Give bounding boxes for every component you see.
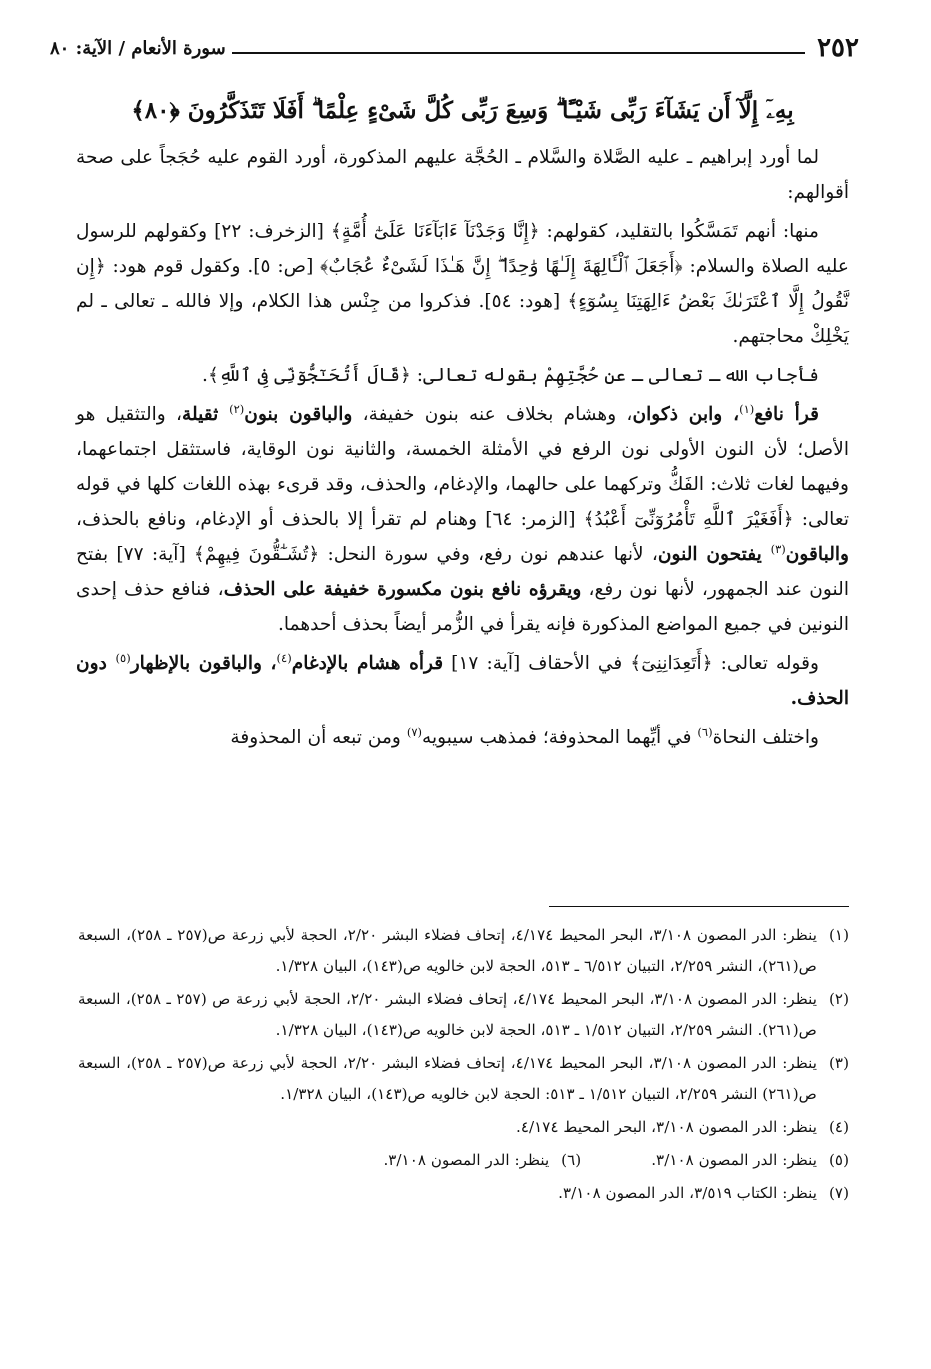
footnote-number: (٢): [828, 990, 849, 1008]
footnote-text: ينظر: الدر المصون ٣/١٠٨، البحر المحيط ٤/١٧٤، إتحاف فضلاء البشر ٢/٢٠، الحجة لأبي زرعة ص(٢٥٧ ـ ٢٥٨)، السبعة ص(٢٦١)، النشر ٢/٢٥٩، التبيان ٦/٥١٢ ـ ٥١٣، الحجة لابن خالويه ص(١٤٣)، البيان ١/٣٢٨.: [78, 926, 817, 975]
reading-izhar: ، والباقون بالإظهار: [130, 653, 277, 674]
footnote-number: (٦): [561, 1151, 582, 1169]
note-ref-5: (٥): [115, 650, 131, 665]
quran-verse-line: بِهِۦٓ إِلَّآ أَن يَشَآءَ رَبِّى شَيْـًٔا ۗ وَسِعَ رَبِّى كُلَّ شَىْءٍ عِلْمًا ۗ أَفَلَا تَتَذَكَّرُونَ ﴿٨٠﴾: [131, 97, 794, 124]
paragraph-ahqaf: [76, 646, 849, 716]
footnote-number: (٣): [828, 1054, 849, 1072]
note-ref-7: (٧): [406, 724, 423, 739]
running-head: سورة الأنعام / الآية: ٨٠: [50, 37, 226, 59]
paragraph-arguments: منها: أنهم تَمَسَّكُوا بالتقليد، كقولهم: ﴿إِنَّا وَجَدْنَآ ءَابَآءَنَا عَلَىٰٓ أُمَّةٍ﴾ [الزخرف: ٢٢] وكقولهم للرسول عليه الصلاة والسلام: ﴿أَجَعَلَ ٱلْـَٔالِهَةَ إِلَـٰهًا وَٰحِدًا ۖ إِنَّ هَـٰذَا لَشَىْءٌ عُجَابٌ﴾ [ص: ٥]. وكقول قوم هود: ﴿إِن نَّقُولُ إِلَّا ٱعْتَرَىٰكَ بَعْضُ ءَالِهَتِنَا بِسُوٓءٍ﴾ [هود: ٥٤]. فذكروا من جِنْس هذا الكلام، وإلا فالله ـ تعالى ـ لم يَخْلِكْ محاجتهم.: [76, 221, 850, 347]
footnote-number: (١): [828, 926, 849, 944]
footnote-1: [78, 920, 849, 982]
footnote-number: (٤): [828, 1118, 849, 1136]
reading-heavy: ثقيلة: [182, 404, 230, 425]
footnotes: [78, 920, 849, 1211]
footnote-5: [651, 1145, 849, 1176]
header-rule: [232, 52, 805, 54]
ahqaf-verse: وقوله تعالى: ﴿أَتَعِدَانِنِىٓ﴾ في الأحقاف [آية: ١٧]: [443, 653, 819, 674]
footnote-text: ينظر: الدر المصون ٣/١٠٨، البحر المحيط ٤/١٧٤، إتحاف فضلاء البشر ٢/٢٠، الحجة لأبي زرعة ص(٢٥٧ ـ ٢٥٨)، السبعة ص(٢٦١) النشر ٢/٢٥٩، التبيان ١/٥١٢ ـ ٥١٣: الحجة لابن خالويه ص(١٤٣)، البيان ١/٣٢٨.: [78, 1054, 817, 1103]
grammarians-text-c: ومن تبعه أن المحذوفة: [230, 727, 407, 748]
readings-nahl: ، لأنها عندهم نون رفع، وفي سورة النحل: ﴿تُشَـٰٓقُّونَ فِيهِمْ﴾ [آية: ٧٧] بفتح النون عند الجمهور، لأنها نون رفع،: [76, 544, 849, 600]
footnote-4: [78, 1112, 849, 1143]
note-ref-6: (٦): [697, 724, 713, 739]
readings-conclusion: ، فنافع حذف إحدى النونين في جميع المواضع المذكورة فإنه يقرأ في الزُّمر أيضاً بحذف أحدهما.: [76, 579, 849, 635]
paragraph-intro: لما أورد إبراهيم ـ عليه الصَّلاة والسَّلام ـ الحُجَّة عليهم المذكورة، أورد القوم عليه حُجَجاً على صحة أقوالهم:: [76, 147, 849, 203]
reading-no-deletion: دون الحذف.: [76, 653, 849, 709]
footnote-number: (٧): [828, 1184, 849, 1202]
reading-nafi-kasr: ويقرؤه نافع بنون مكسورة خفيفة على الحذف: [223, 579, 582, 600]
note-ref-2: (٢): [229, 401, 245, 416]
footnote-row-5-6: [78, 1145, 849, 1176]
footnote-text: ينظر: الدر المصون ٣/١٠٨.: [383, 1151, 550, 1169]
main-text: [76, 88, 849, 759]
reading-others: والباقون بنون: [244, 404, 353, 425]
note-ref-3: (٣): [770, 541, 786, 556]
paragraph-readings: [76, 397, 849, 642]
footnote-7: [78, 1178, 849, 1209]
footnote-number: (٥): [828, 1151, 849, 1169]
note-ref-1: (١): [739, 401, 755, 416]
reading-nafi: قرأ نافع: [754, 404, 819, 425]
footnote-2: [78, 984, 849, 1046]
footnote-text: ينظر: الكتاب ٣/٥١٩، الدر المصون ٣/١٠٨.: [558, 1184, 817, 1202]
reading-ibn-dhakwan: ، وابن ذكوان: [632, 404, 740, 425]
footnote-text: ينظر: الدر المصون ٣/١٠٨، البحر المحيط ٤/١٧٤، إتحاف فضلاء البشر ٢/٢٠، الحجة لأبي زرعة ص (٢٥٧ ـ ٢٥٨)، السبعة ص(٢٦١). النشر ٢/٢٥٩، التبيان ١/٥١٢ ـ ٥١٣، الحجة لابن خالويه ص(١٤٣)، البيان ١/٣٢٨.: [78, 990, 817, 1039]
note-ref-4: (٤): [276, 650, 292, 665]
footnote-6: [383, 1145, 581, 1176]
reading-hisham-idgham: قرأه هشام بالإدغام: [291, 653, 444, 674]
readings-explanation: ، والتثقيل هو الأصل؛ لأن النون الأولى نون الرفع في الأمثلة الخمسة، والثانية نون الوقاية، فاستثقل اجتماعهما، وفيهما لغات ثلاث: الفَكُّ وتركهما على حالهما، والإدغام، والحذف، وقد قرىء بهذه اللغات كلها في قوله تعالى: ﴿أَفَغَيْرَ ٱللَّهِ تَأْمُرُوٓنِّىٓ أَعْبُدُ﴾ [الزمر: ٦٤] وهنام لم تقرأ إلا بالحذف أو الإدغام، ونافع بالحذف،: [76, 404, 849, 530]
grammarians-text-b: في أيِّهما المحذوفة؛ فمذهب سيبويه: [422, 727, 698, 748]
reading-fath-nun: يفتحون النون: [657, 544, 771, 565]
reading-others-2: والباقون: [785, 544, 850, 565]
paragraph-answer: فأجاب الله ـ تعالى ـ عن حُجَّتِهِمْ بقوله تعالى: ﴿قَالَ أَتُحَـٰٓجُّوٓنِّى فِى ٱللَّهِ﴾.: [202, 365, 819, 386]
paragraph-grammarians: [76, 720, 849, 755]
reading-hisham: ، وهشام بخلاف عنه بنون خفيفة،: [352, 404, 633, 425]
footnote-separator: [549, 906, 849, 907]
grammarians-text-a: واختلف النحاة: [712, 727, 819, 748]
footnote-text: ينظر: الدر المصون ٣/١٠٨، البحر المحيط ٤/١٧٤.: [516, 1118, 817, 1136]
page-number: ٢٥٢: [817, 33, 859, 63]
footnote-text: ينظر: الدر المصون ٣/١٠٨.: [651, 1151, 817, 1169]
page-header: [50, 30, 859, 66]
footnote-3: [78, 1048, 849, 1110]
